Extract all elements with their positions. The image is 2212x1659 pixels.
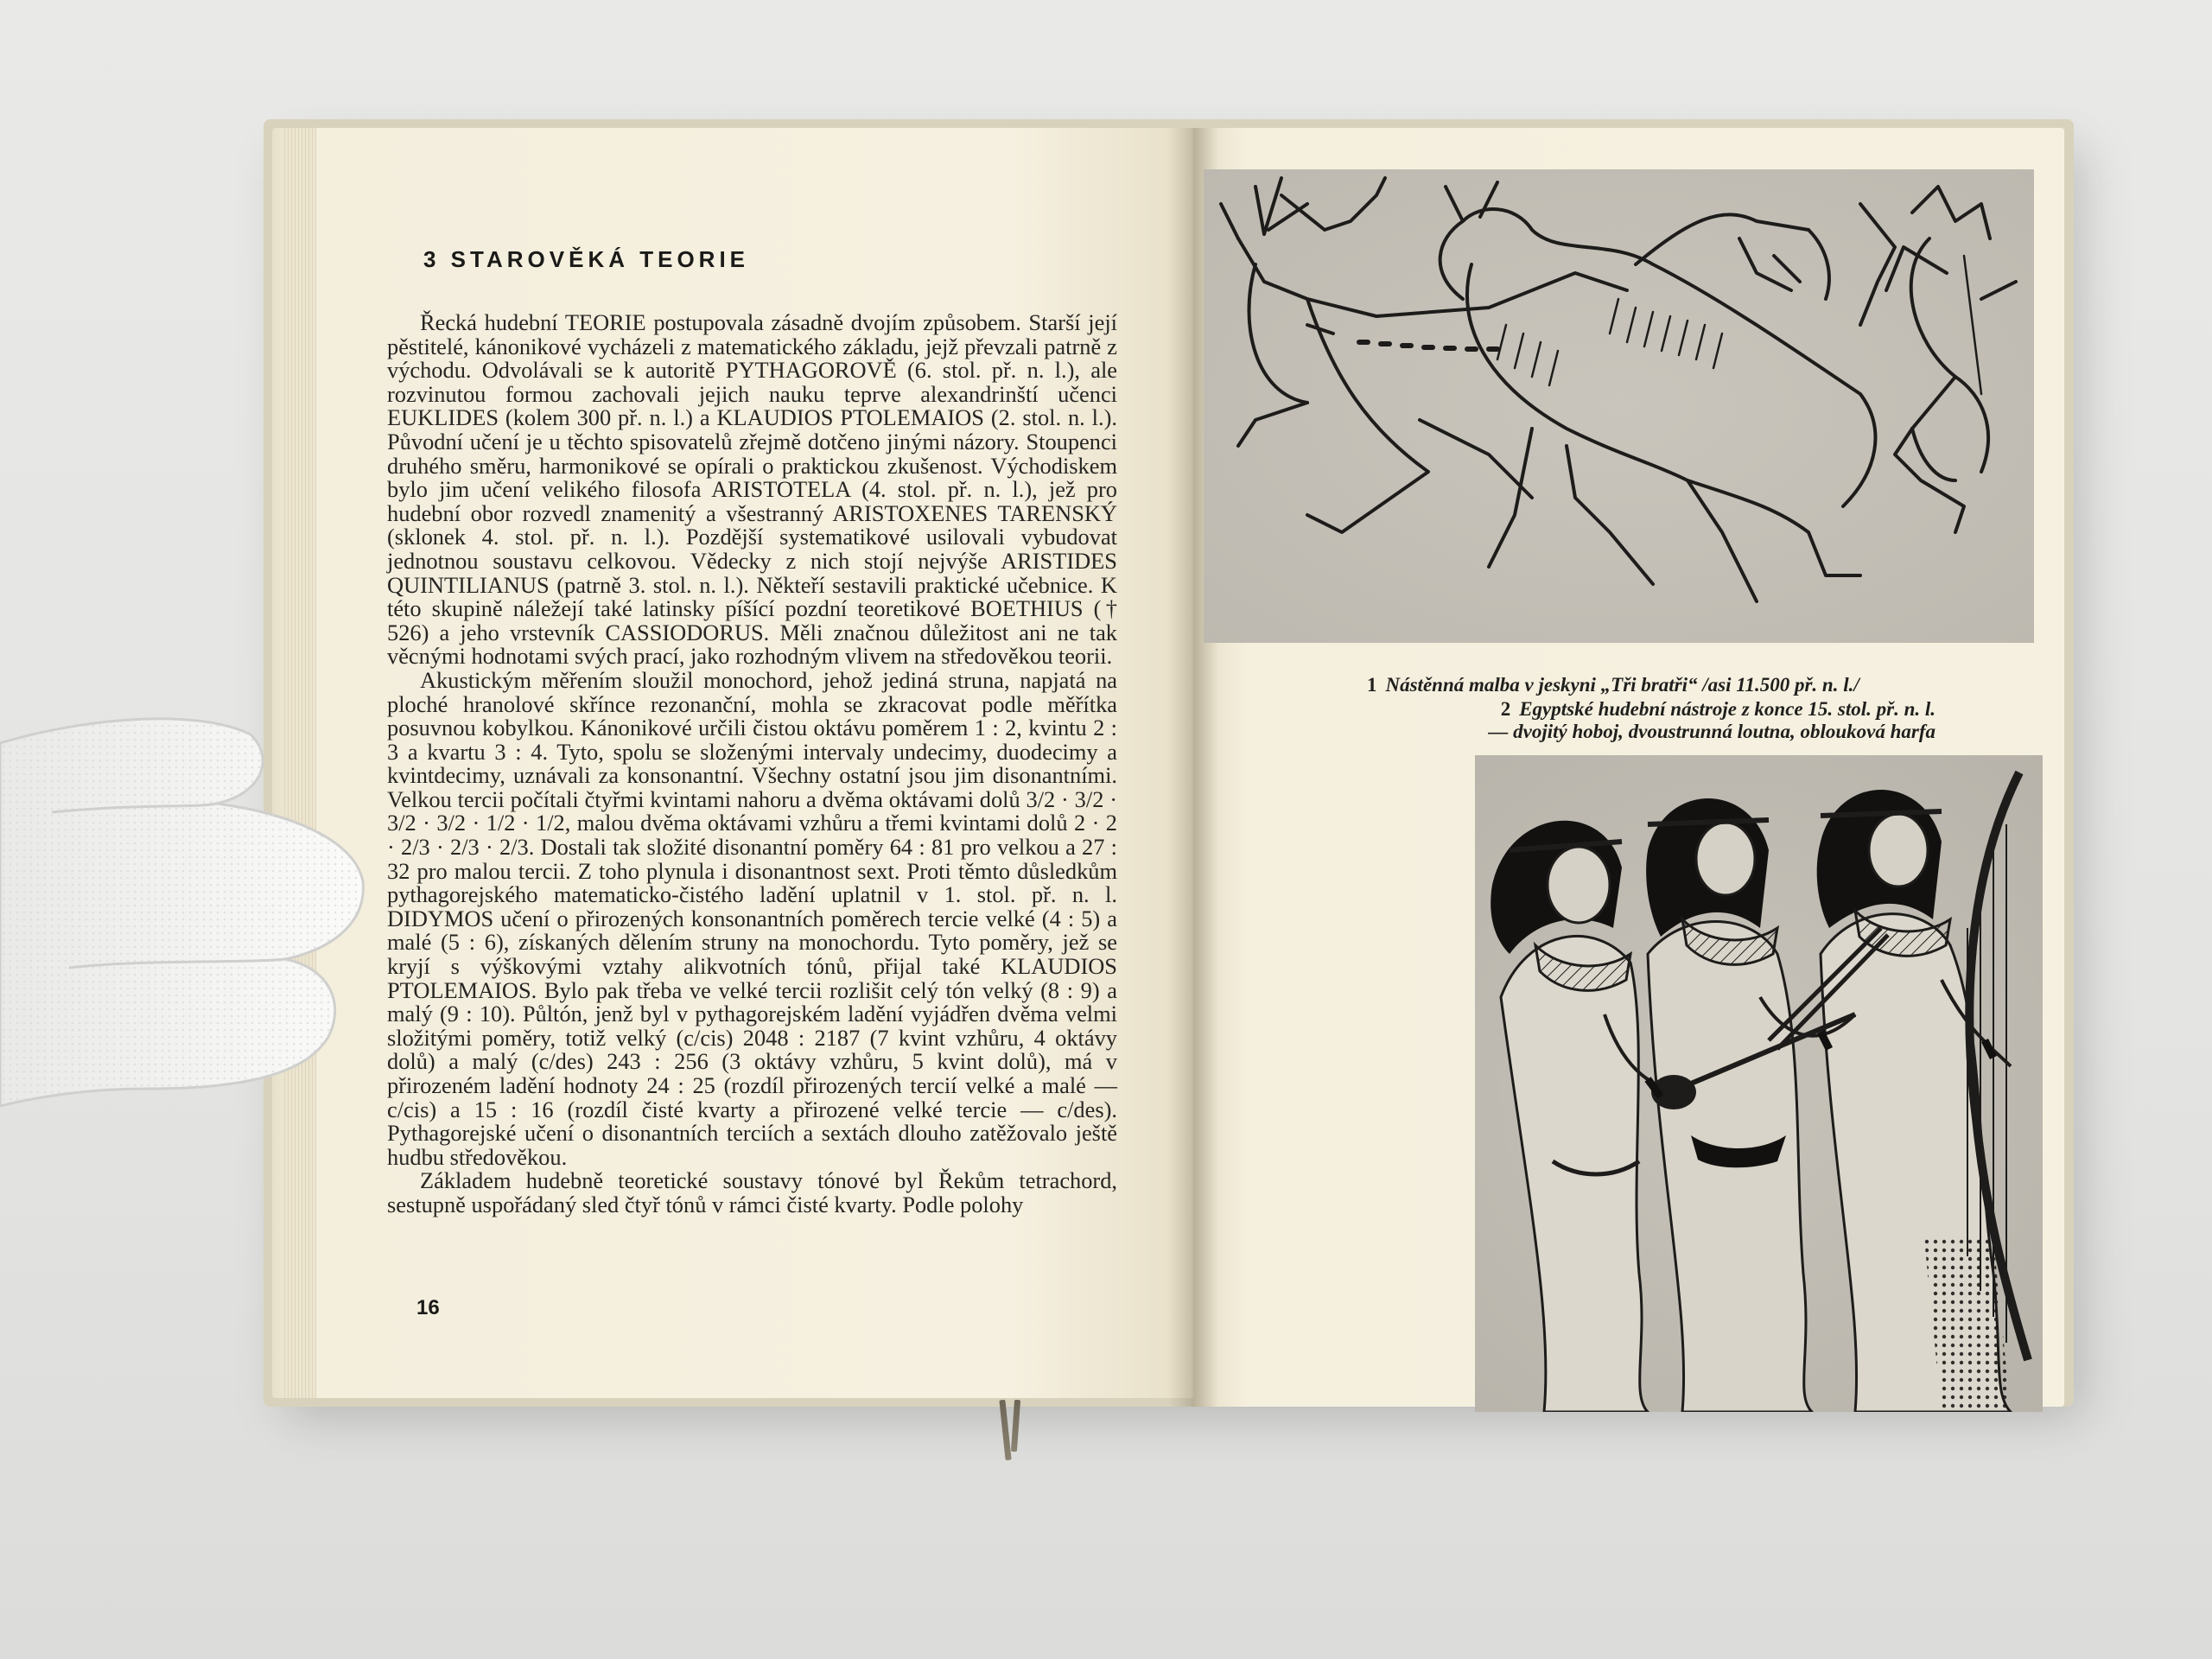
figure-2-caption-line-1 — [1469, 698, 1936, 721]
figure-2-caption-text-1: Egyptské hudební nástroje z konce 15. stol. př. n. l. — [1519, 698, 1936, 720]
egyptian-musicians-illustration — [1475, 755, 2043, 1412]
body-text — [387, 311, 1117, 1217]
cave-painting-figure — [1204, 169, 2034, 643]
white-gloved-hand — [0, 709, 397, 1115]
egyptian-musicians-figure — [1475, 755, 2043, 1412]
figure-1-caption-text: Nástěnná malba v jeskyni „Tři bratři“ /asi 11.500 př. n. l./ — [1385, 674, 1859, 696]
figure-2-number: 2 — [1500, 698, 1511, 720]
paragraph-3: Základem hudebně teoretické soustavy tónové byl Řekům tetrachord, sestupně uspořádaný sled čtyř tónů v rámci čisté kvarty. Podle polohy — [387, 1167, 1117, 1217]
paragraph-1: Řecká hudební TEORIE postupovala zásadně dvojím způsobem. Starší její pěstitelé, kánonikové vycházeli z matematického základu, jejž převzali patrně z východu. Odvolávali se k autoritě PYTHAGOROVĚ (6. stol. př. n. l.), ale rozvinutou formou zachovali jejich nauku teprve alexandrinští učenci EUKLIDES (kolem 300 př. n. l.) a KLAUDIOS PTOLEMAIOS (2. stol. n. l.). Původní učení je u těchto spisovatelů zřejmě dotčeno jinými názory. Stoupenci druhého směru, harmonikové se opírali o praktickou zkušenost. Východiskem bylo jim učení velikého filosofa ARISTOTELA (4. stol. př. n. l.), jež pro hudební obor rozvedl znamenitý a všestranný ARISTOXENES TARENSKÝ (sklonek 4. stol. př. n. l.). Pozdější systematikové usilovali vybudovat jednotnou soustavu celkovou. Vědecky z nich stojí nejvýše ARISTIDES QUINTILIANUS (patrně 3. stol. n. l.). Někteří sestavili praktické učebnice. K této skupině náležejí také latinsky píšící pozdní teoretikové BOETHIUS († 526) a jeho vrstevník CASSIODORUS. Měli značnou důležitost ani ne tak věcnými hodnotami svých prací, jako rozhodným vlivem na středověkou teorii. — [387, 309, 1117, 670]
chapter-title: 3 STAROVĚKÁ TEORIE — [423, 246, 750, 272]
figure-2-caption — [1469, 698, 1936, 743]
paragraph-2: Akustickým měřením sloužil monochord, jehož jediná struna, napjatá na ploché hranolové skřínce rezonanční, mohla se zkracovat podle měřítka posuvnou kobylkou. Kánonikové určili čistou oktávu poměrem 1 : 2, kvintu 2 : 3 a kvartu 3 : 4. Tyto, spolu se složenými intervaly undecimy, duodecimy a kvintdecimy, uznávali za konsonantní. Všechny ostatní jsou jim disonantními. Velkou tercii počítali čtyřmi kvintami nahoru a dvěma oktávami dolů 3/2 · 3/2 · 3/2 · 3/2 · 1/2 · 1/2, malou dvěma oktávami vzhůru a třemi kvintami dolů 2 · 2 · 2/3 · 2/3 · 2/3. Dostali tak složité disonantní poměry 64 : 81 pro velkou a 27 : 32 pro malou tercii. Z toho plynula i disonantnost sext. Proti těmto důsledkům pythagorejského matematicko-čistého ladění uplatnil v 1. stol. př. n. l. DIDYMOS učení o přirozených konsonantních poměrech tercie velké (4 : 5) a malé (5 : 6), získaných dělením struny na monochordu. Tyto poměry, jež se kryjí s výškovými vztahy alikvotních tónů, přijal také KLAUDIOS PTOLEMAIOS. Bylo pak třeba ve velké tercii rozlišit celý tón velký (8 : 9) a malý (9 : 10). Půltón, jenž byl v pythagorejském ladění vyjádřen dvěma velmi složitými poměry, totiž velký (c/cis) 2048 : 2187 (7 kvint vzhůru, 4 oktávy dolů) a malý (c/des) 243 : 256 (3 oktávy vzhůru, 5 kvint dolů), má v přirozeném ladění hodnoty 24 : 25 (rozdíl přirozených tercií velké a malé — c/cis) a 15 : 16 (rozdíl čisté kvarty a přirozené velké tercie — c/des). Pythagorejské učení o disonantních terciích a sextách dlouho zatěžovalo ještě hudbu středověkou. — [387, 666, 1117, 1170]
figure-2-caption-line-2: — dvojitý hoboj, dvoustrunná loutna, oblouková harfa — [1488, 721, 1936, 742]
cave-painting-illustration — [1204, 169, 2034, 643]
figure-1-number: 1 — [1367, 674, 1377, 696]
figure-1-caption — [1367, 674, 1859, 696]
page-number: 16 — [416, 1296, 440, 1319]
